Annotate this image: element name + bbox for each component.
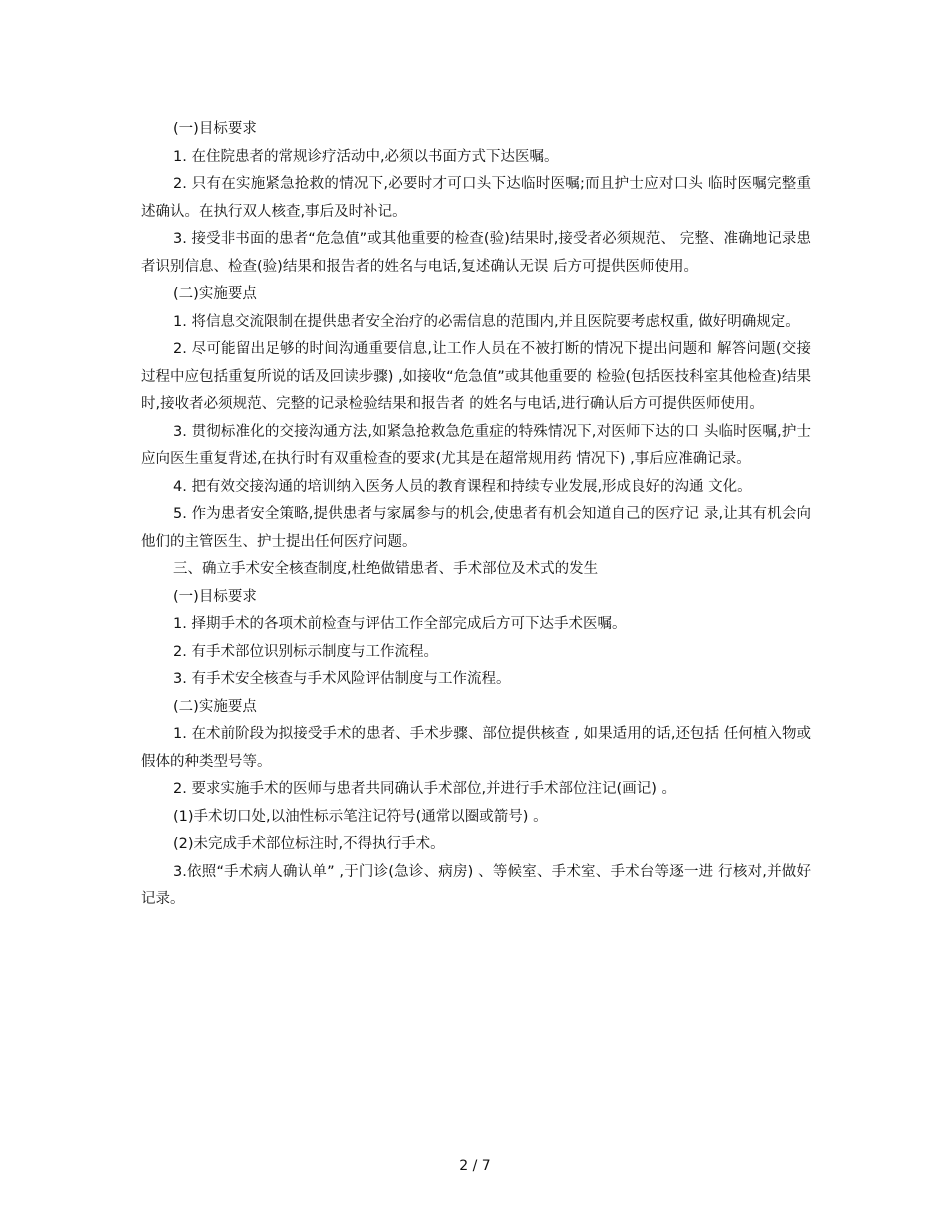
paragraph-standardized-handoff: 3. 贯彻标准化的交接沟通方法,如紧急抢救急危重症的特殊情况下,对医师下达的口 头临时医嘱,护士应向医生重复背述,在执行时有双重检查的要求(尤其是在超常规用药 情况下) ,事后应准确记录。	[141, 423, 811, 467]
section-heading-goals: (一)目标要求	[173, 121, 257, 137]
paragraph-training: 4. 把有效交接沟通的培训纳入医务人员的教育课程和持续专业发展,形成良好的沟通 文化。	[173, 478, 752, 495]
paragraph-confirmation-form: 3.依照“手术病人确认单” ,于门诊(急诊、病房) 、等候室、手术室、手术台等逐一进 行核对,并做好记录。	[141, 863, 811, 907]
paragraph-limit-information: 1. 将信息交流限制在提供患者安全治疗的必需信息的范围内,并且医院要考虑权重, 做好明确规定。	[173, 313, 800, 330]
paragraph-verbal-orders: 2. 只有在实施紧急抢救的情况下,必要时才可口头下达临时医嘱;而且护士应对口头 临时医嘱完整重述确认。在执行双人核查,事后及时补记。	[141, 176, 811, 220]
section-heading-goals-surgery: (一)目标要求	[173, 588, 257, 605]
section-heading-key-points: (二)实施要点	[173, 286, 257, 302]
paragraph-critical-values: 3. 接受非书面的患者“危急值”或其他重要的检查(验)结果时,接受者必须规范、 完整、准确地记录患者识别信息、检查(验)结果和报告者的姓名与电话,复述确认无误 后方可提供医师使用。	[141, 231, 811, 275]
paragraph-site-confirmation: 2. 要求实施手术的医师与患者共同确认手术部位,并进行手术部位注记(画记) 。	[173, 781, 676, 797]
paragraph-site-marking-system: 2. 有手术部位识别标示制度与工作流程。	[173, 643, 438, 660]
paragraph-risk-assessment: 3. 有手术安全核查与手术风险评估制度与工作流程。	[173, 671, 511, 687]
section-heading-key-points-surgery: (二)实施要点	[173, 698, 257, 715]
section-heading-surgical-safety: 三、确立手术安全核查制度,杜绝做错患者、手术部位及术式的发生	[173, 561, 599, 577]
paragraph-patient-participation: 5. 作为患者安全策略,提供患者与家属参与的机会,使患者有机会知道自己的医疗记 录,让其有机会向他们的主管医生、护士提出任何医疗问题。	[141, 506, 811, 550]
paragraph-preoperative-checks: 1. 择期手术的各项术前检查与评估工作全部完成后方可下达手术医嘱。	[173, 616, 627, 632]
paragraph-written-orders: 1. 在住院患者的常规诊疗活动中,必须以书面方式下达医嘱。	[173, 148, 559, 165]
document-body	[141, 116, 811, 914]
paragraph-communication-time: 2. 尽可能留出足够的时间沟通重要信息,让工作人员在不被打断的情况下提出问题和 解答问题(交接过程中应包括重复所说的话及回读步骤) ,如接收“危急值”或其他重要的 检验(包括医技科室其他检查)结果时,接收者必须规范、完整的记录检验结果和报告者 的姓名与电话,进行确认后方可提供医师使用。	[141, 341, 811, 412]
page-number: 2 / 7	[459, 1158, 491, 1174]
paragraph-incision-marking: (1)手术切口处,以油性标示笔注记符号(通常以圈或箭号) 。	[173, 808, 548, 825]
paragraph-preoperative-verification: 1. 在术前阶段为拟接受手术的患者、手术步骤、部位提供核查 , 如果适用的话,还包括 任何植入物或假体的种类型号等。	[141, 726, 811, 770]
paragraph-no-surgery-unmarked: (2)未完成手术部位标注时,不得执行手术。	[173, 836, 445, 852]
